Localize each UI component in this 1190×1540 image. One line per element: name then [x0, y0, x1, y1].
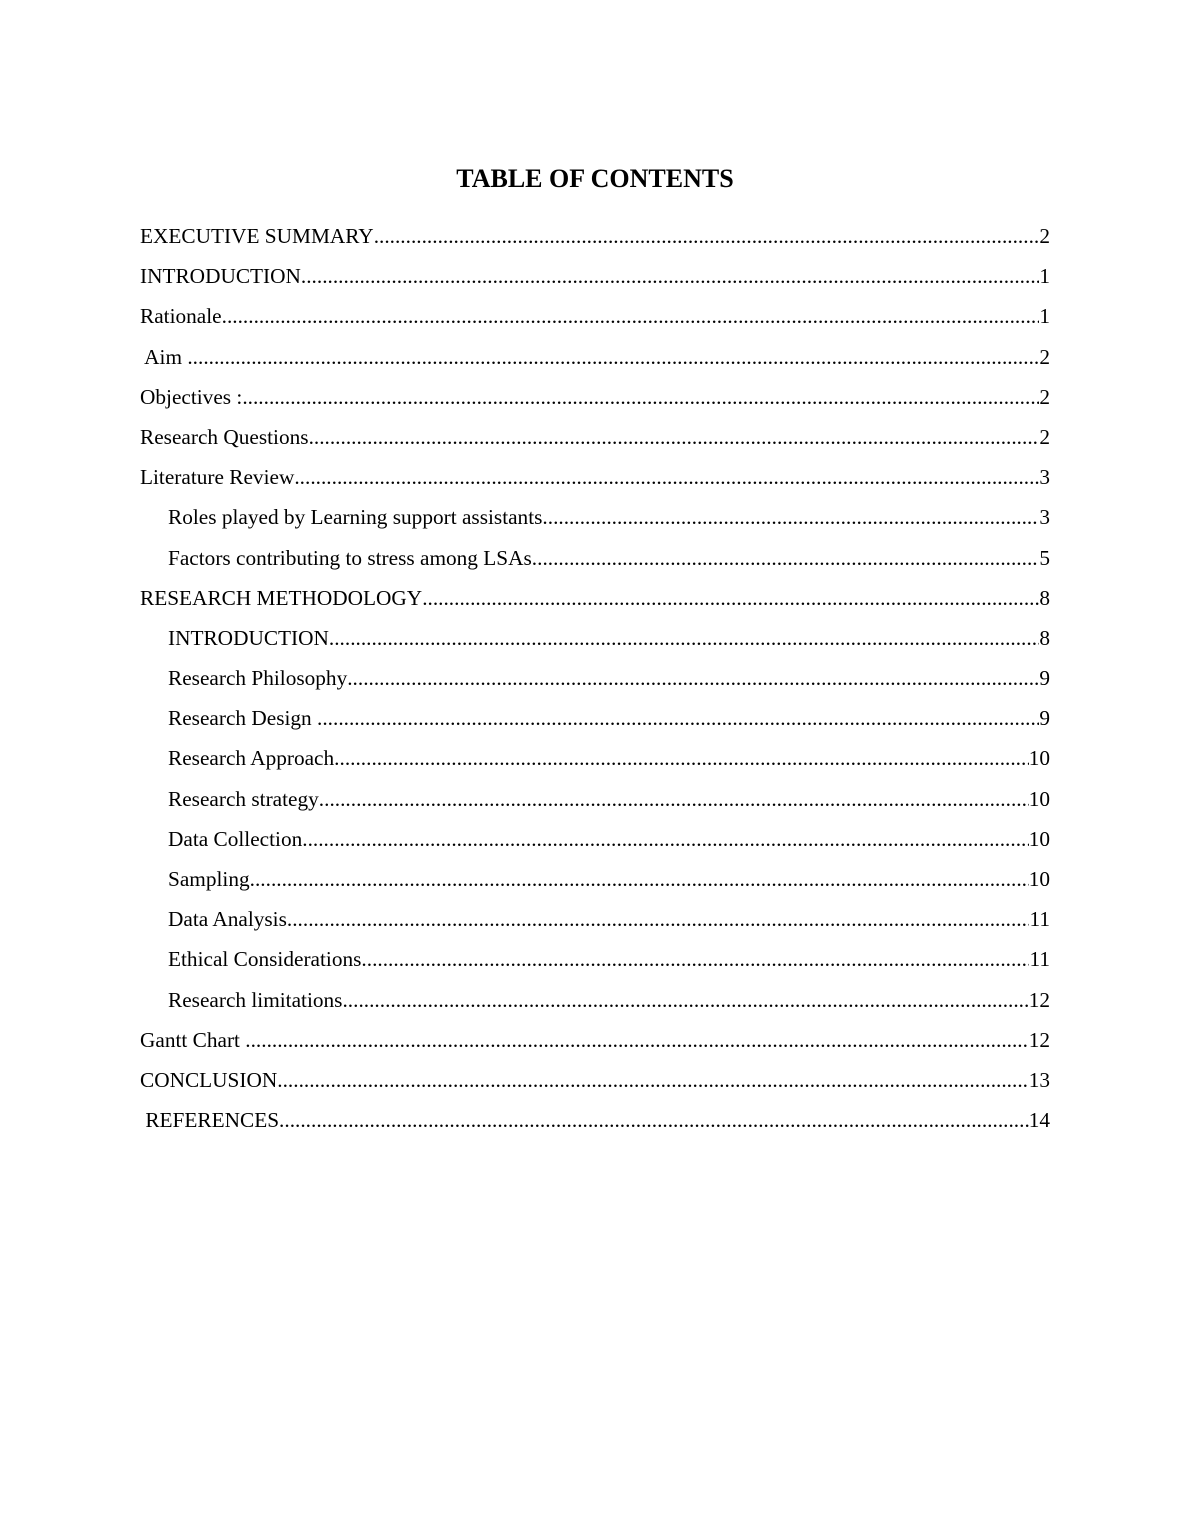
toc-dot-leader — [542, 499, 1039, 535]
toc-entry[interactable] — [140, 218, 1050, 258]
toc-entry[interactable] — [140, 982, 1050, 1022]
toc-entry[interactable] — [140, 740, 1050, 780]
toc-entry[interactable] — [140, 660, 1050, 700]
toc-entry-label: Gantt Chart — [140, 1027, 246, 1052]
toc-entry[interactable] — [140, 861, 1050, 901]
toc-entry-page-number: 2 — [1039, 424, 1050, 449]
toc-dot-leader — [347, 660, 1039, 696]
toc-dot-leader — [342, 982, 1028, 1018]
toc-entry-label: EXECUTIVE SUMMARY — [140, 224, 374, 248]
toc-entry-label: Research Approach — [168, 746, 335, 771]
toc-entry-label: Research Design — [168, 706, 318, 731]
toc-entry-label: Factors contributing to stress among LSAs — [168, 545, 532, 570]
toc-entry-page-number: 2 — [1039, 344, 1050, 369]
toc-entry[interactable] — [140, 580, 1050, 620]
toc-entry[interactable] — [140, 459, 1050, 499]
toc-dot-leader — [279, 1102, 1029, 1138]
toc-entry-label: Data Collection — [168, 826, 303, 851]
toc-entry[interactable] — [140, 620, 1050, 660]
toc-entry-label: Research Questions — [140, 424, 309, 449]
toc-entry-page-number: 1 — [1039, 264, 1050, 289]
toc-dot-leader — [319, 781, 1029, 817]
toc-entry[interactable] — [140, 298, 1050, 338]
toc-entry-label: INTRODUCTION — [140, 264, 301, 289]
toc-entry-label: Objectives : — [140, 384, 243, 409]
toc-dot-leader — [309, 419, 1040, 455]
toc-entry-page-number: 12 — [1028, 1027, 1050, 1052]
toc-entry-label: Research Philosophy — [168, 666, 348, 691]
toc-dot-leader — [329, 620, 1039, 656]
toc-entry-page-number: 8 — [1039, 585, 1050, 610]
toc-entry[interactable] — [140, 700, 1050, 740]
toc-entry[interactable] — [140, 1102, 1050, 1142]
toc-dot-leader — [361, 941, 1029, 977]
toc-entry-label: Rationale — [140, 304, 222, 329]
toc-entry-page-number: 3 — [1039, 505, 1050, 530]
toc-entry-page-number: 10 — [1028, 826, 1050, 851]
toc-dot-leader — [317, 700, 1039, 736]
toc-entry[interactable] — [140, 1062, 1050, 1102]
toc-entry-page-number: 10 — [1028, 786, 1050, 811]
toc-dot-leader — [242, 379, 1039, 415]
toc-entry-page-number: 1 — [1039, 304, 1050, 329]
toc-entry[interactable] — [140, 258, 1050, 298]
toc-entry[interactable] — [140, 901, 1050, 941]
toc-entry-page-number: 3 — [1039, 465, 1050, 490]
toc-entry-label: Literature Review — [140, 465, 295, 490]
toc-entry-label: REFERENCES — [140, 1108, 280, 1133]
toc-entry[interactable] — [140, 781, 1050, 821]
toc-entry-label: CONCLUSION — [140, 1067, 278, 1092]
toc-entry[interactable] — [140, 1022, 1050, 1062]
toc-entry-label: Aim — [140, 344, 188, 369]
toc-dot-leader — [301, 258, 1039, 294]
toc-entry-label: Roles played by Learning support assistants — [168, 505, 543, 530]
toc-dot-leader — [422, 580, 1039, 616]
toc-entry[interactable] — [140, 499, 1050, 539]
toc-entry-label: INTRODUCTION — [168, 625, 329, 650]
toc-dot-leader — [250, 861, 1029, 897]
toc-dot-leader — [374, 218, 1040, 254]
toc-dot-leader — [187, 339, 1039, 375]
toc-entry[interactable] — [140, 339, 1050, 379]
toc-entry-page-number: 13 — [1028, 1067, 1050, 1092]
toc-entry[interactable] — [140, 941, 1050, 981]
toc-entry-label: Ethical Considerations — [168, 947, 362, 972]
toc-dot-leader — [334, 740, 1029, 776]
toc-entry[interactable] — [140, 419, 1050, 459]
toc-entry-page-number: 2 — [1039, 384, 1050, 409]
toc-dot-leader — [222, 298, 1040, 334]
toc-entry-page-number: 10 — [1028, 746, 1050, 771]
toc-entry-label: RESEARCH METHODOLOGY — [140, 585, 423, 610]
toc-entry-page-number: 11 — [1029, 947, 1050, 972]
toc-entry-page-number: 10 — [1028, 867, 1050, 891]
toc-dot-leader — [245, 1022, 1028, 1058]
toc-entry-page-number: 8 — [1039, 625, 1050, 650]
toc-dot-leader — [294, 459, 1039, 495]
toc-entry-page-number: 2 — [1039, 224, 1050, 248]
toc-entry-label: Research limitations — [168, 987, 343, 1012]
toc-dot-leader — [302, 821, 1028, 857]
toc-entry-page-number: 9 — [1039, 666, 1050, 691]
table-of-contents — [140, 218, 1050, 1142]
toc-entry[interactable] — [140, 540, 1050, 580]
toc-entry[interactable] — [140, 821, 1050, 861]
toc-entry[interactable] — [140, 379, 1050, 419]
toc-entry-page-number: 11 — [1029, 907, 1050, 932]
toc-entry-page-number: 12 — [1028, 987, 1050, 1012]
toc-entry-page-number: 5 — [1039, 545, 1050, 570]
toc-entry-label: Sampling — [168, 867, 250, 891]
toc-entry-label: Research strategy — [168, 786, 319, 811]
toc-dot-leader — [287, 901, 1030, 937]
toc-dot-leader — [277, 1062, 1028, 1098]
toc-entry-page-number: 9 — [1039, 706, 1050, 731]
page-title: TABLE OF CONTENTS — [456, 164, 734, 193]
toc-entry-page-number: 14 — [1028, 1108, 1050, 1133]
toc-dot-leader — [532, 540, 1040, 576]
toc-entry-label: Data Analysis — [168, 907, 287, 932]
